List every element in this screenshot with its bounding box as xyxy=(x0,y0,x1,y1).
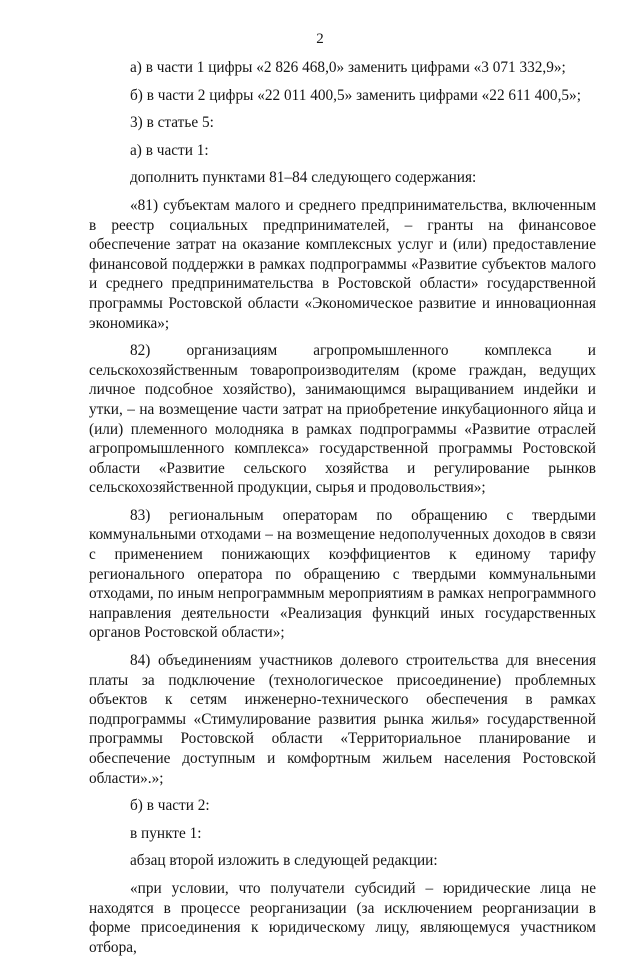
paragraph-add-points: дополнить пунктами 81–84 следующего содержания: xyxy=(130,169,477,187)
document-body xyxy=(89,58,596,965)
paragraph-item-a-part-1-article-5: а) в части 1: xyxy=(130,141,209,159)
paragraph-in-point-1: в пункте 1: xyxy=(130,824,202,842)
paragraph-article-5: 3) в статье 5: xyxy=(130,114,214,132)
paragraph-point-83: 83) региональным операторам по обращению с твердыми коммунальными отходами – на возмещение недополученных доходов в связи с применением понижающих коэффициентов к единому тарифу регионального оператора по обращению с твердыми коммунальными отходами, по иным непрограммным мероприятиям в рамках непрограммного направления деятельности «Реализация функций иных государственных органов Ростовской области»; xyxy=(89,506,596,642)
paragraph-condition: «при условии, что получатели субсидий – юридические лица не находятся в процессе реорганизации (за исключением реорганизации в форме присоединения к юридическому лицу, являющемуся участником отбора, xyxy=(89,879,596,956)
page-number: 2 xyxy=(316,31,324,47)
paragraph-point-82: 82) организациям агропромышленного комплекса и сельскохозяйственным товаропроизводителям (кроме граждан, ведущих личное подсобное хозяйство), занимающимся выращиванием индейки и утки, – на возмещение части затрат на приобретение инкубационного яйца и (или) племенного молодняка в рамках подпрограммы «Развитие отраслей агропромышленного комплекса» государственной программы Ростовской области «Развитие сельского хозяйства и регулирование рынков сельскохозяйственной продукции, сырья и продовольствия»; xyxy=(89,342,596,497)
paragraph-point-81: «81) субъектам малого и среднего предпринимательства, включенным в реестр социальных предпринимателей, – гранты на финансовое обеспечение затрат на оказание комплексных услуг и (или) предоставление финансовой поддержки в рамках подпрограммы «Развитие субъектов малого и среднего предпринимательства в Ростовской области» государственной программы Ростовской области «Экономическое развитие и инновационная экономика»; xyxy=(89,196,596,332)
paragraph-item-b-part-2: б) в части 2 цифры «22 011 400,5» заменить цифрами «22 611 400,5»; xyxy=(130,86,581,104)
paragraph-item-b-part-2-article-5: б) в части 2: xyxy=(130,797,210,815)
paragraph-second-sentence: абзац второй изложить в следующей редакции: xyxy=(130,852,438,870)
paragraph-item-a-part-1: а) в части 1 цифры «2 826 468,0» заменить цифрами «3 071 332,9»; xyxy=(130,59,566,76)
paragraph-point-84: 84) объединениям участников долевого строительства для внесения платы за подключение (технологическое присоединение) проблемных объектов к сетям инженерно-технического обеспечения в рамках подпрограммы «Стимулирование развития рынка жилья» государственной программы Ростовской области «Территориальное планирование и обеспечение доступным и комфортным жильем населения Ростовской области».»; xyxy=(89,652,596,787)
